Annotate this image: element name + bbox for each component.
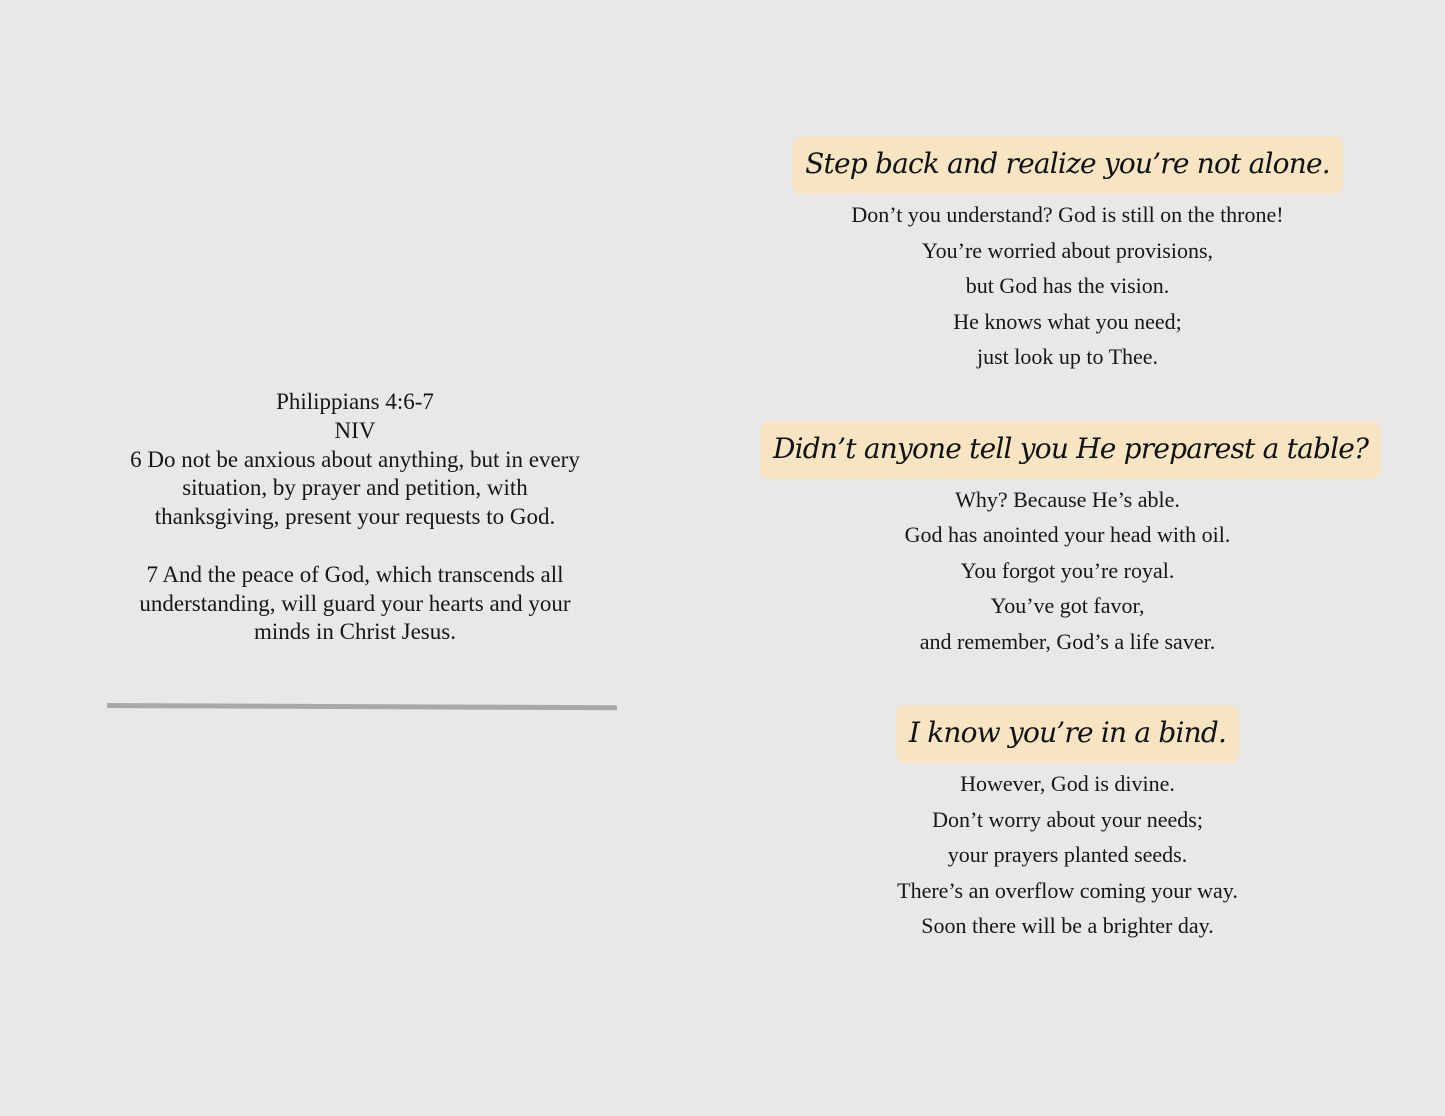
- poem-line: There’s an overflow coming your way.: [897, 877, 1238, 903]
- stanza-1: [760, 136, 1375, 375]
- poem-line: Soon there will be a brighter day.: [921, 913, 1214, 938]
- scripture-verse-7: 7 And the peace of God, which transcends all understanding, will guard your hearts and your minds in Christ Jesus.: [139, 561, 571, 645]
- scripture-version: NIV: [334, 417, 376, 443]
- poem-line: However, God is divine.: [960, 771, 1175, 796]
- scripture-reference: Philippians 4:6-7: [276, 389, 434, 414]
- scripture-divider: [107, 703, 617, 710]
- stanza-heading: Step back and realize you’re not alone.: [792, 136, 1343, 194]
- stanza-heading: I know you’re in a bind.: [896, 705, 1239, 763]
- scripture-block: [130, 388, 580, 647]
- stanza-2: [760, 421, 1375, 660]
- poem-line: Why? Because He’s able.: [955, 486, 1180, 512]
- poem-line: but God has the vision.: [965, 273, 1170, 298]
- poem-line: You’ve got favor,: [990, 593, 1145, 618]
- poem-line: God has anointed your head with oil.: [904, 522, 1231, 547]
- poem-line: Don’t worry about your needs;: [932, 806, 1203, 832]
- verse-spacer: [130, 532, 580, 561]
- poem: [760, 136, 1375, 944]
- stanza-3: [760, 705, 1375, 944]
- stanza-heading: Didn’t anyone tell you He preparest a table?: [760, 421, 1381, 479]
- poem-line: your prayers planted seeds.: [947, 842, 1188, 867]
- poem-line: just look up to Thee.: [976, 344, 1159, 369]
- poem-line: He knows what you need;: [953, 308, 1182, 334]
- scripture-verse-6: 6 Do not be anxious about anything, but in every situation, by prayer and petition, with thanksgiving, present your requests to God.: [130, 446, 580, 530]
- poem-line: You’re worried about provisions,: [921, 237, 1214, 263]
- poem-line: Don’t you understand? God is still on the throne!: [851, 202, 1284, 227]
- poem-line: You forgot you’re royal.: [960, 557, 1175, 583]
- poem-line: and remember, God’s a life saver.: [919, 628, 1216, 654]
